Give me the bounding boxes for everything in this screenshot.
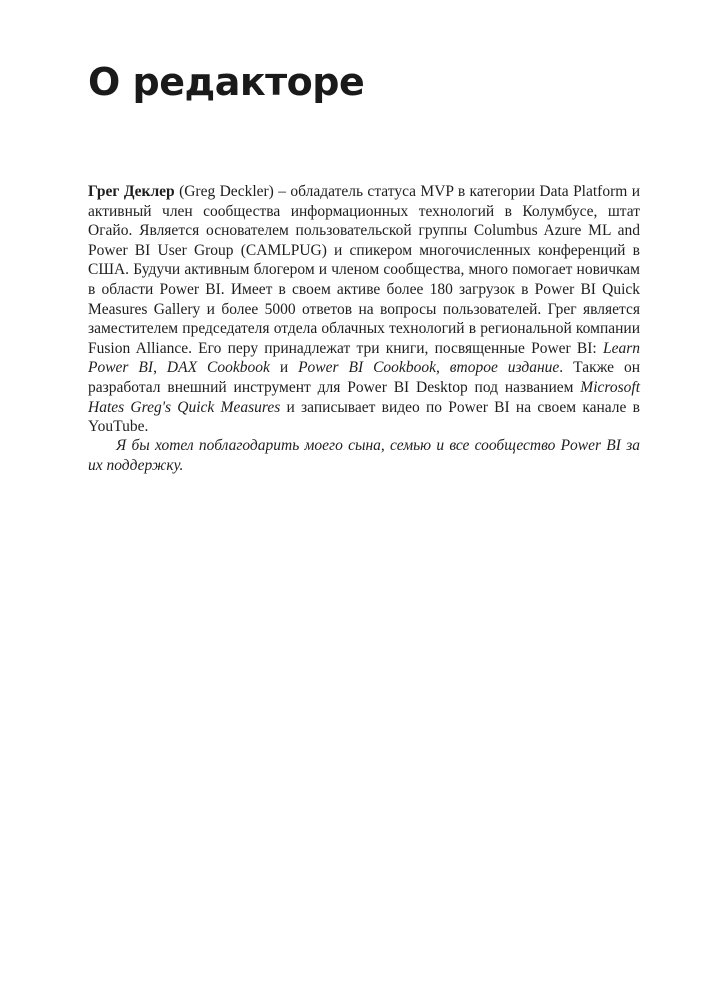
page-title: О редакторе xyxy=(88,60,365,104)
book-title-2: DAX Cookbook xyxy=(166,359,270,377)
acknowledgement xyxy=(88,436,640,475)
editor-bio xyxy=(88,182,640,437)
bio-separator-1: , xyxy=(153,359,167,377)
bio-paragraph xyxy=(88,182,640,437)
book-title-1: Learn Power BI xyxy=(88,339,640,377)
tool-name: Microsoft Hates Greg's Quick Measures xyxy=(88,378,640,416)
book-title-3: Power BI Cookbook, второе издание xyxy=(298,359,560,377)
editor-name: Грег Деклер xyxy=(88,183,175,200)
bio-text-2: . Также он разработал внешний инструмент для Power BI Desktop под названием xyxy=(88,359,641,396)
bio-text-1: (Greg Deckler) – обладатель статуса MVP в категории Data Platform и активный член сообщества информационных технологий в Колумбусе, штат Огайо. Является основателем пользовательской группы Columbus Azure ML and Power BI User Group (CAMLPUG) и спикером многочисленных конференций в США. Будучи активным блогером и членом сообщества, много помогает новичкам в области Power BI. Имеет в своем активе более 180 загрузок в Power BI Quick Measures Gallery и более 5000 ответов на вопросы пользователей. Грег является заместителем председателя отдела облачных технологий в региональной компании Fusion Alliance. Его перу принадлежат три книги, посвященные Power BI: xyxy=(88,183,640,357)
acknowledgement-text: Я бы хотел поблагодарить моего сына, семью и все сообщество Power BI за их поддержку. xyxy=(88,437,640,474)
bio-text-3: и записывает видео по Power BI на своем канале в YouTube. xyxy=(88,398,640,436)
bio-separator-2: и xyxy=(269,359,299,377)
